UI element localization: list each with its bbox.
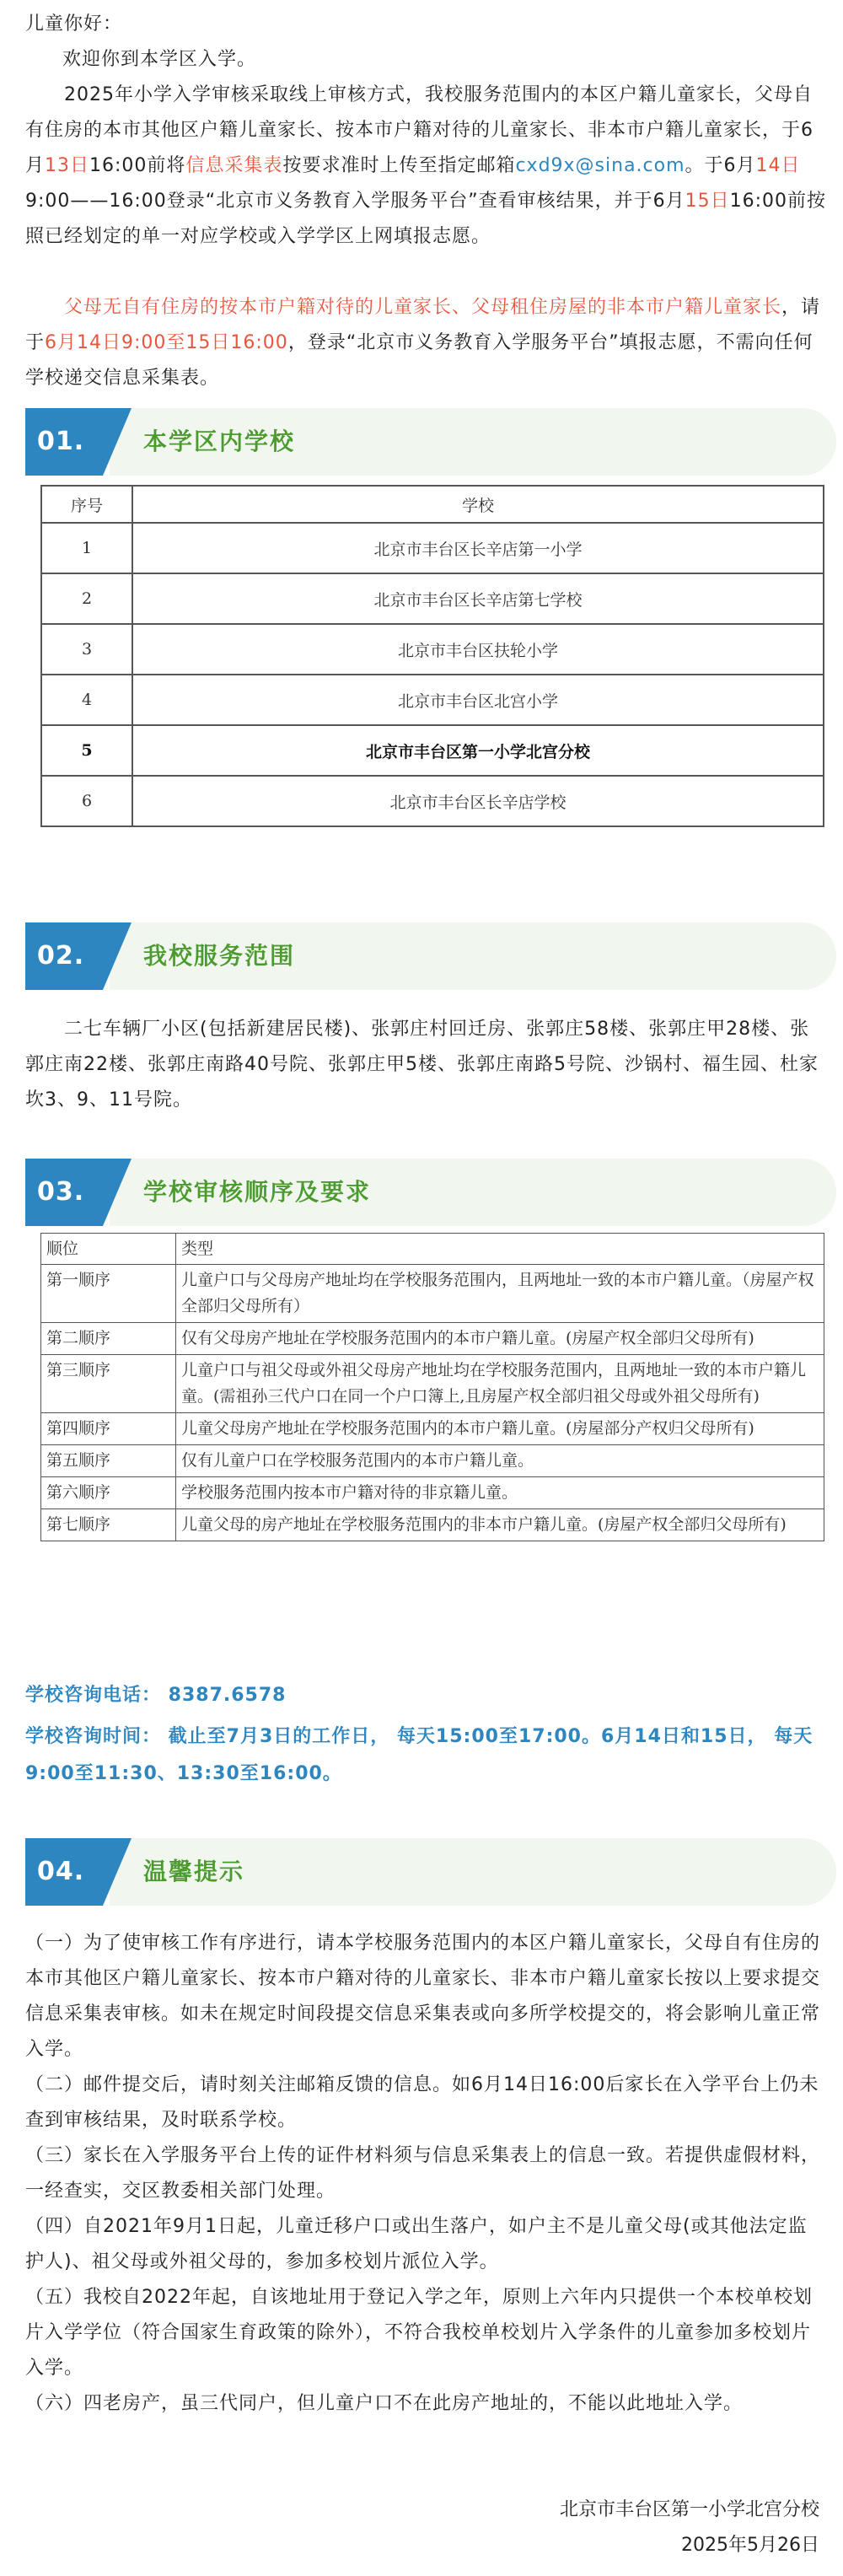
section-header-service-area [25,922,836,990]
greeting: 儿童你好： [25,13,123,35]
table-cell: 北京市丰台区北宫小学 [132,675,824,725]
table-cell: 第六顺序 [41,1477,176,1509]
section-triangle [103,1838,132,1906]
table-cell: 北京市丰台区长辛店学校 [132,776,824,826]
table-row [41,1509,824,1541]
intro-text: 。于6月 [685,155,756,176]
table-header-row [41,1234,824,1265]
section-triangle [103,1159,132,1226]
intro-text: 16:00前按照已经划定的单一对应学校或入学学区上网填报志愿。 [25,191,827,247]
tip-item: （三）家长在入学服务平台上传的证件材料须与信息采集表上的信息一致。若提供虚假材料，一经查实，交区教委相关部门处理。 [25,2145,821,2202]
review-order-table [40,1233,824,1541]
table-cell: 儿童父母的房产地址在学校服务范围内的非本市户籍儿童。(房屋产权全部归父母所有) [176,1509,824,1541]
tip-item: （六）四老房产，虽三代同户，但儿童户口不在此房产地址的，不能以此地址入学。 [25,2393,744,2414]
signature-school: 北京市丰台区第一小学北宫分校 [559,2499,819,2520]
table-row [41,1413,824,1445]
tip-item: （四）自2021年9月1日起，儿童迁移户口或出生落户，如户主不是儿童父母(或其他法定监护人)、祖父母或外祖父母的，参加多校划片派位入学。 [25,2216,808,2272]
table-row [41,1355,824,1413]
section-header-review-order [25,1159,836,1226]
intro-text: 9:00——16:00登录“北京市义务教育入学服务平台”查看审核结果，并于6月 [25,191,685,212]
contact-hours: 学校咨询时间： 截止至7月3日的工作日， 每天15:00至17:00。6月14日和15日， 每天9:00至11:30、13:30至16:00。 [25,1726,813,1784]
schools-table [40,485,824,827]
intro-text: 2025年小学入学审核采取线上审核方式，我校服务范围内的本区户籍儿童家长，父母自有住房的本市其他区户籍儿童家长、按本市户籍对待的儿童家长、非本市户籍儿童家长，于6月 [25,84,814,176]
table-row [41,1323,824,1355]
tip-item: （二）邮件提交后，请时刻关注邮箱反馈的信息。如6月14日16:00后家长在入学平台上仍未查到审核结果，及时联系学校。 [25,2074,819,2131]
table-row [41,1477,824,1509]
table-cell: 3 [41,624,132,675]
table-cell: 北京市丰台区长辛店第七学校 [132,573,824,624]
section-title: 学校审核顺序及要求 [143,1178,372,1206]
table-row [41,624,824,675]
table-cell: 北京市丰台区长辛店第一小学 [132,523,824,573]
table-cell: 1 [41,523,132,573]
section-number: 02. [25,922,103,990]
section-title: 温馨提示 [143,1858,245,1885]
intro-text: 16:00前将 [89,155,186,176]
table-cell: 第三顺序 [41,1355,176,1413]
welcome-line: 欢迎你到本学区入学。 [62,49,257,70]
intro-paragraph [25,78,826,255]
contact-phone: 学校咨询电话： 8387.6578 [25,1685,287,1706]
intro-text: ，登录“北京市义务教育入学服务平台”填报志愿，不需向任何学校递交信息采集表。 [25,332,813,389]
section-title: 本学区内学校 [143,428,296,455]
section-triangle [103,408,132,476]
table-cell: 儿童户口与父母房产地址均在学校服务范围内，且两地址一致的本市户籍儿童。（房屋产权全部归父母所有） [176,1265,824,1323]
table-header-row [41,486,824,523]
highlight-text: 父母无自有住房的按本市户籍对待的儿童家长、父母租住房屋的非本市户籍儿童家长 [64,297,782,318]
section-triangle [103,922,132,990]
table-row [41,675,824,725]
table-cell: 5 [41,725,132,776]
section-number: 04. [25,1838,103,1906]
service-area-text: 二七车辆厂小区(包括新建居民楼)、张郭庄村回迁房、张郭庄58楼、张郭庄甲28楼、张郭庄南22楼、张郭庄南路40号院、张郭庄甲5楼、张郭庄南路5号院、沙锅村、福生园、杜家坎3、9、11号院。 [25,1019,819,1111]
table-cell: 仅有儿童户口在学校服务范围内的本市户籍儿童。 [176,1445,824,1477]
table-cell: 4 [41,675,132,725]
tip-item: （五）我校自2022年起，自该地址用于登记入学之年，原则上六年内只提供一个本校单校划片入学学位（符合国家生育政策的除外），不符合我校单校划片入学条件的儿童参加多校划片入学。 [25,2287,813,2379]
section-number: 01. [25,408,103,476]
table-cell: 第五顺序 [41,1445,176,1477]
table-cell: 2 [41,573,132,624]
email-link[interactable]: cxd9x@sina.com [515,155,685,176]
table-row [41,776,824,826]
section-header-schools [25,408,836,476]
table-cell: 仅有父母房产地址在学校服务范围内的本市户籍儿童。(房屋产权全部归父母所有) [176,1323,824,1355]
tip-item: （一）为了使审核工作有序进行，请本学校服务范围内的本区户籍儿童家长，父母自有住房的本市其他区户籍儿童家长、按本市户籍对待的儿童家长、非本市户籍儿童家长按以上要求提交信息采集表审核。如未在规定时间段提交信息采集表或向多所学校提交的，将会影响儿童正常入学。 [25,1933,821,2060]
table-cell: 第一顺序 [41,1265,176,1323]
signature-date: 2025年5月26日 [681,2535,819,2556]
table-cell: 学校服务范围内按本市户籍对待的非京籍儿童。 [176,1477,824,1509]
tips-list [25,1926,826,2422]
highlight-date: 6月14日9:00至15日16:00 [45,332,288,353]
table-cell: 第二顺序 [41,1323,176,1355]
table-row-highlight [41,725,824,776]
intro-text: 按要求准时上传至指定邮箱 [282,155,516,176]
table-row [41,1265,824,1323]
table-cell: 儿童父母房产地址在学校服务范围内的本市户籍儿童。(房屋部分产权归父母所有) [176,1413,824,1445]
info-form-highlight: 信息采集表 [185,155,283,176]
highlight-date: 14日 [755,155,801,176]
table-header-cell: 顺位 [41,1234,176,1265]
table-cell: 6 [41,776,132,826]
section-header-tips [25,1838,836,1906]
table-header-cell: 序号 [41,486,132,523]
section-title: 我校服务范围 [143,942,296,970]
table-cell: 北京市丰台区扶轮小学 [132,624,824,675]
highlight-date: 15日 [685,191,730,212]
table-cell: 北京市丰台区第一小学北宫分校 [132,725,824,776]
table-row [41,573,824,624]
table-cell: 第四顺序 [41,1413,176,1445]
section-number: 03. [25,1159,103,1226]
table-header-cell: 学校 [132,486,824,523]
intro-paragraph-2 [25,290,826,396]
highlight-date: 13日 [45,155,90,176]
table-cell: 第七顺序 [41,1509,176,1541]
intro-text: ，请于 [25,297,821,353]
table-cell: 儿童户口与祖父母或外祖父母房产地址均在学校服务范围内，且两地址一致的本市户籍儿童。(需祖孙三代户口在同一个户口簿上,且房屋产权全部归祖父母或外祖父母所有) [176,1355,824,1413]
table-row [41,523,824,573]
table-header-cell: 类型 [176,1234,824,1265]
table-row [41,1445,824,1477]
